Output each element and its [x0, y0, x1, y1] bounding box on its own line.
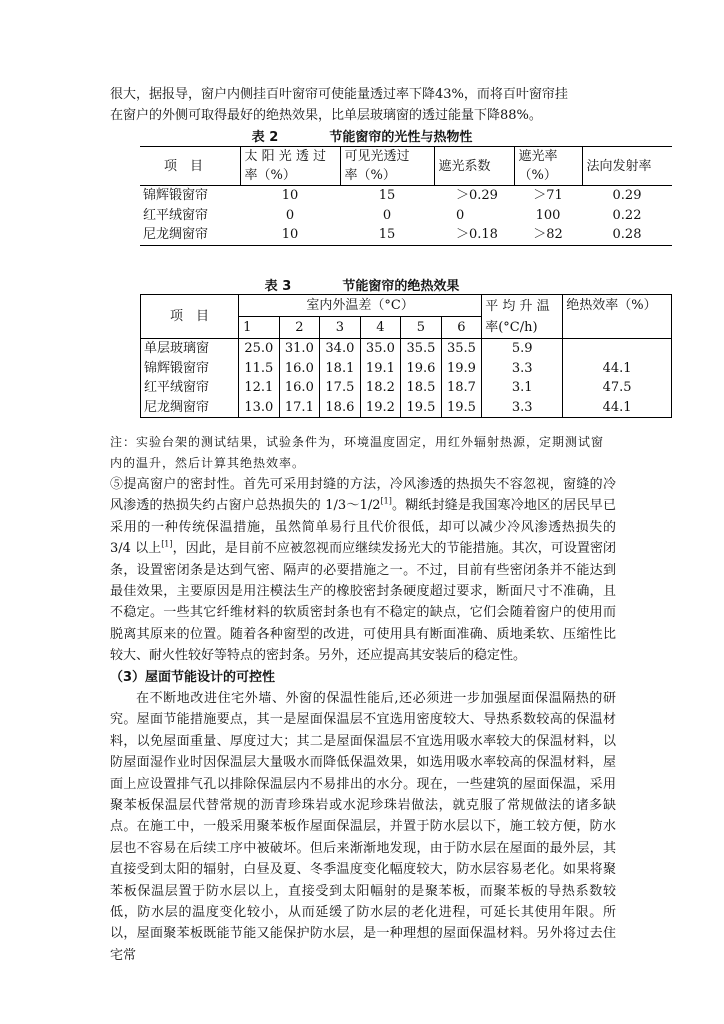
table-row: 尼龙绸窗帘 10 15 ＞0.18 ＞82 0.28 — [140, 225, 672, 245]
table-row: 红平绒窗帘 0 0 0 100 0.22 — [143, 207, 642, 223]
table2-header-solar: 太 阳 光 透 过 率（%） — [240, 147, 340, 186]
section-heading-roof: （3）屋面节能设计的可控性 — [110, 670, 276, 685]
table3-header-rise: 平 均 升 温 率(°C/h) — [482, 295, 563, 339]
table-row: 锦辉锻窗帘 11.5 16.0 18.1 19.1 19.6 19.9 3.3 44.1 — [141, 359, 672, 379]
table2 — [140, 146, 672, 246]
table3-number: 表 3 — [264, 279, 292, 294]
table2-header-shading-coef: 遮光系数 — [434, 147, 514, 186]
citation-ref: [1] — [161, 539, 173, 549]
table-row: 红平绒窗帘 12.1 16.0 17.5 18.2 18.5 18.7 3.1 47.5 — [141, 378, 672, 398]
table2-header-visible: 可见光透过 率（%） — [340, 147, 434, 186]
table3-title: 节能窗帘的绝热效果 — [342, 279, 460, 294]
paragraph-window-sealing: ⑤提高窗户的密封性。首先可采用封缝的方法，冷风渗透的热损失不容忽视，窗缝的冷风渗透的热损失约占窗户总热损失的 1/3～1/2[1]。糊纸封缝是我国寒冷地区的居民早已采用的一种传统保温措施，虽然简单易行且代价很低，却可以减少冷风渗透热损失的 3/4 以上[1]，因此，是目前不应被忽视而应继续发扬光大的节能措施。其次，可设置密闭条，设置密闭条是达到气密、隔声的必要措施之一。不过，目前有些密闭条并不能达到最佳效果，主要原因是用注模法生产的橡胶密封条硬度超过要求，断面尺寸不准确，且不稳定。一些其它纤维材料的软质密封条也有不稳定的缺点，它们会随着窗户的使用而脱离其原来的位置。随着各种窗型的改进，可使用具有断面准确、质地柔软、压缩性比较大、耐火性较好等特点的密封条。另外，还应提高其安装后的稳定性。 — [110, 477, 616, 664]
table2-number: 表 2 — [251, 130, 279, 145]
table3-caption — [0, 275, 724, 294]
table3-header-item: 项 目 — [141, 295, 239, 339]
table-note: 注：实验台架的测试结果，试验条件为，环境温度固定，用红外辐射热源，定期测试窗内的温升，然后计算其绝热效率。 — [110, 435, 605, 470]
table3-header-row — [141, 295, 672, 317]
table3-subheader-row: 1 2 3 4 5 6 — [141, 317, 672, 339]
table2-header-emissivity: 法向发射率 — [582, 147, 672, 186]
table-row: 锦辉锻窗帘 10 15 ＞0.29 ＞71 0.29 — [143, 188, 642, 203]
table2-header-row — [140, 147, 672, 186]
table2-caption — [0, 126, 724, 145]
table2-header-shading-rate: 遮光率 （%） — [514, 147, 582, 186]
table2-header-item: 项 目 — [140, 147, 240, 186]
table3-header-eff: 绝热效率（%） — [563, 295, 672, 339]
table3-header-temp: 室内外温差（°C） — [239, 295, 482, 317]
table-row: 单层玻璃窗 25.0 31.0 34.0 35.0 35.5 35.5 5.9 — [141, 339, 672, 359]
table-row: 尼龙绸窗帘 13.0 17.1 18.6 19.2 19.5 19.5 3.3 44.1 — [141, 398, 672, 418]
citation-ref: [1] — [380, 497, 392, 507]
table3 — [140, 294, 672, 418]
intro-line-1: 很大，据报导，窗户内侧挂百叶窗帘可使能量透过率下降43%，而将百叶窗帘挂 — [110, 87, 568, 102]
paragraph-roof: 在不断地改进住宅外墙、外窗的保温性能后,还必须进一步加强屋面保温隔热的研究。屋面节能措施要点，其一是屋面保温层不宜选用密度较大、导热系数较高的保温材料，以免屋面重量、厚度过大；其二是屋面保温层不宜选用吸水率较大的保温材料，以防屋面湿作业时因保温层大量吸水而降低保温效果，如选用吸水率较高的保温材料，屋面上应设置排气孔以排除保温层内不易排出的水分。现在，一些建筑的屋面保温，采用聚苯板保温层代替常规的沥青珍珠岩或水泥珍珠岩做法，就克服了常规做法的诸多缺点。在施工中，一般采用聚苯板作屋面保温层，并置于防水层以下，施工较方便，防水层也不容易在后续工序中被破坏。但后来渐渐地发现，由于防水层在屋面的最外层，其直接受到太阳的辐射，白昼及夏、冬季温度变化幅度较大，防水层容易老化。如果将聚苯板保温层置于防水层以上，直接受到太阳幅射的是聚苯板，而聚苯板的导热系数较低，防水层的温度变化较小，从而延缓了防水层的老化进程，可延长其使用年限。所以，屋面聚苯板既能节能又能保护防水层，是一种理想的屋面保温材料。另外将过去住宅常 — [110, 691, 616, 963]
intro-line-2: 在窗户的外侧可取得最好的绝热效果，比单层玻璃窗的透过能量下降88%。 — [110, 108, 542, 123]
table2-title: 节能窗帘的光性与热物性 — [329, 130, 473, 145]
